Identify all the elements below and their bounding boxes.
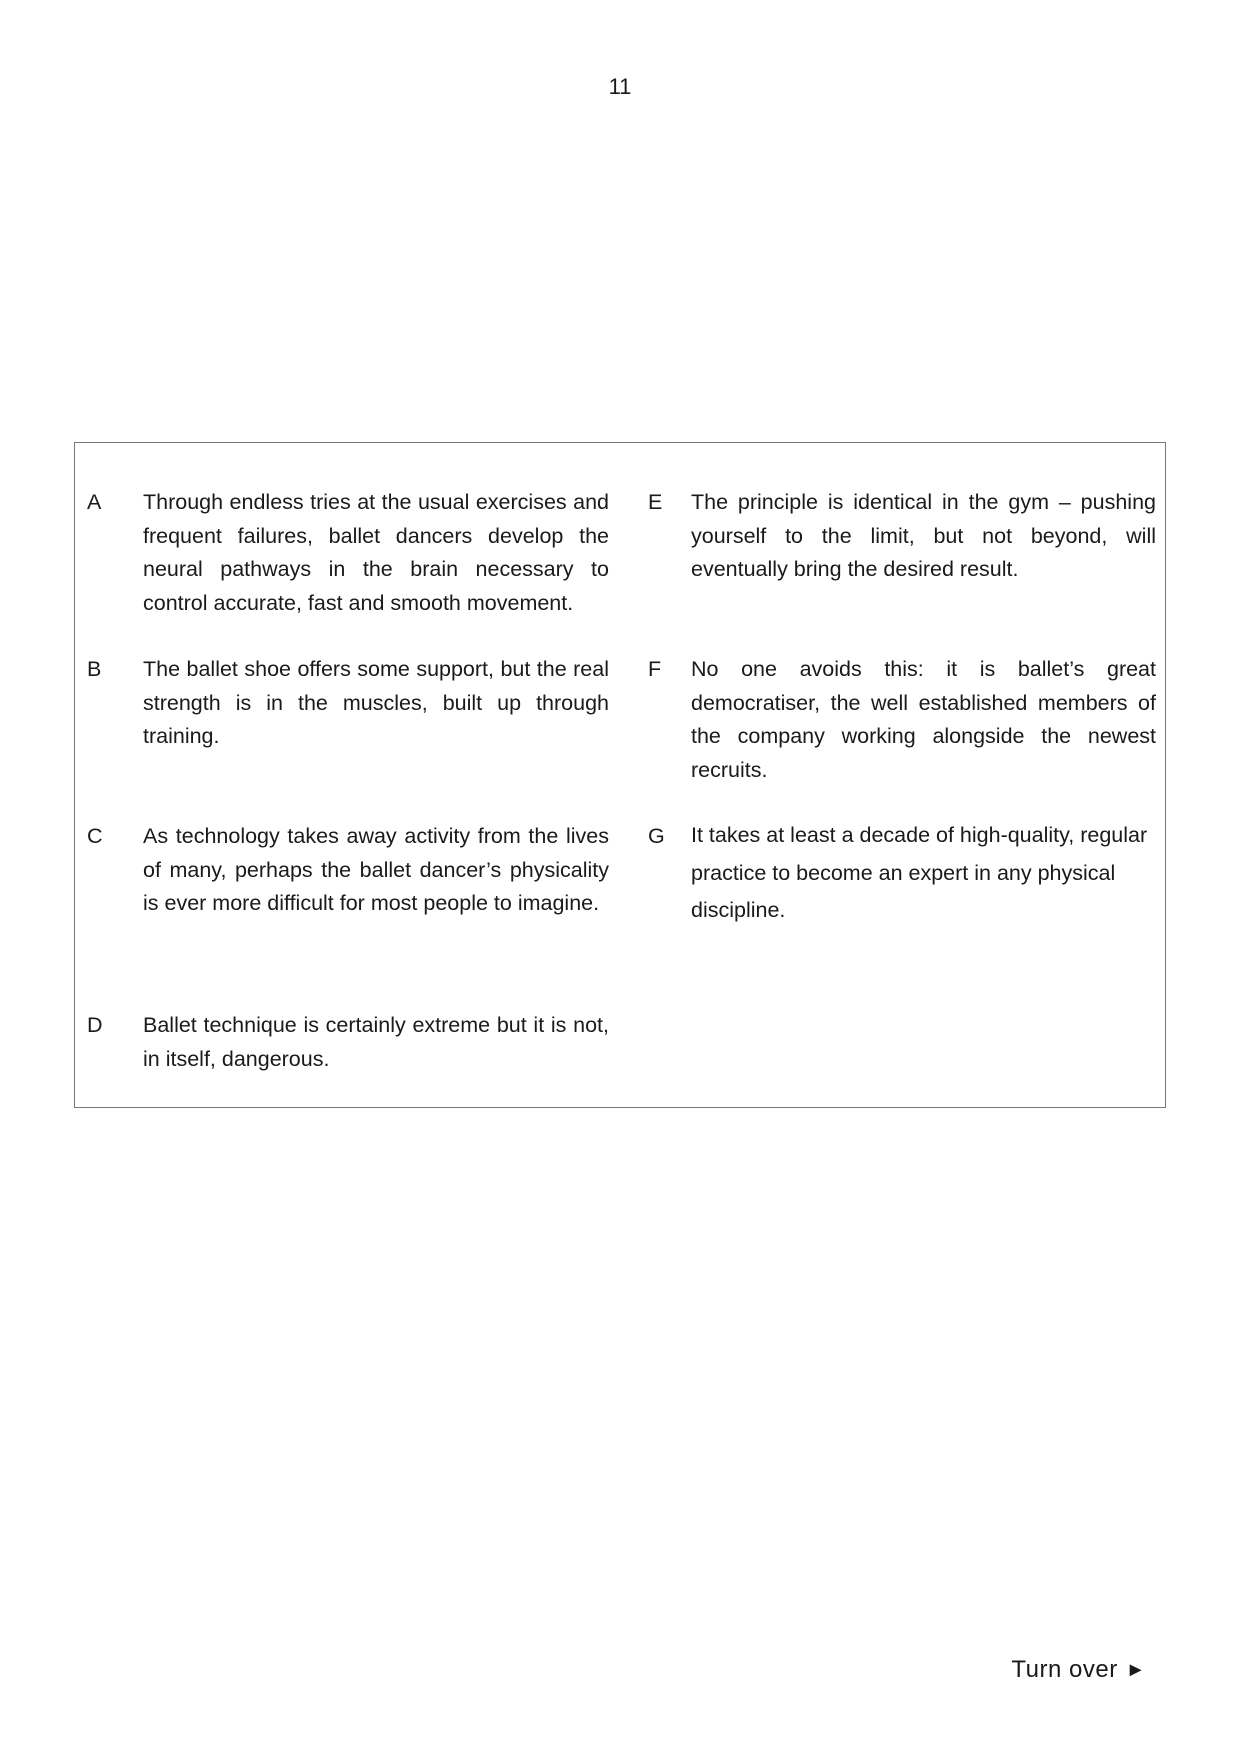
- right-triangle-icon: ►: [1125, 1659, 1146, 1681]
- option-text: Ballet technique is certainly extreme but it is not, in itself, dangerous.: [143, 1013, 609, 1071]
- option-text: The principle is identical in the gym – pushing yourself to the limit, but not beyond, will eventually bring the desired result.: [691, 490, 1156, 581]
- turn-over-label: [1011, 1656, 1146, 1684]
- options-box: [74, 442, 1166, 1108]
- page-number: 11: [608, 74, 632, 99]
- option-text: The ballet shoe offers some support, but the real strength is in the muscles, built up through training.: [143, 657, 609, 748]
- turn-over-text: Turn over: [1011, 1656, 1118, 1683]
- option-text: As technology takes away activity from the lives of many, perhaps the ballet dancer’s physicality is ever more difficult for most people to imagine.: [143, 824, 609, 915]
- option-letter: C: [87, 824, 103, 848]
- option-text: It takes at least a decade of high-quality, regular practice to become an expert in any physical discipline.: [691, 823, 1148, 922]
- option-letter: D: [87, 1013, 103, 1037]
- option-letter: E: [648, 490, 663, 514]
- option-letter: F: [648, 657, 662, 681]
- option-letter: G: [648, 824, 665, 848]
- option-text: No one avoids this: it is ballet’s great democratiser, the well established members of the company working alongside the newest recruits.: [691, 657, 1156, 782]
- option-text: Through endless tries at the usual exercises and frequent failures, ballet dancers develop the neural pathways in the brain necessary to control accurate, fast and smooth movement.: [143, 490, 609, 615]
- option-letter: B: [87, 657, 102, 681]
- option-letter: A: [87, 490, 102, 514]
